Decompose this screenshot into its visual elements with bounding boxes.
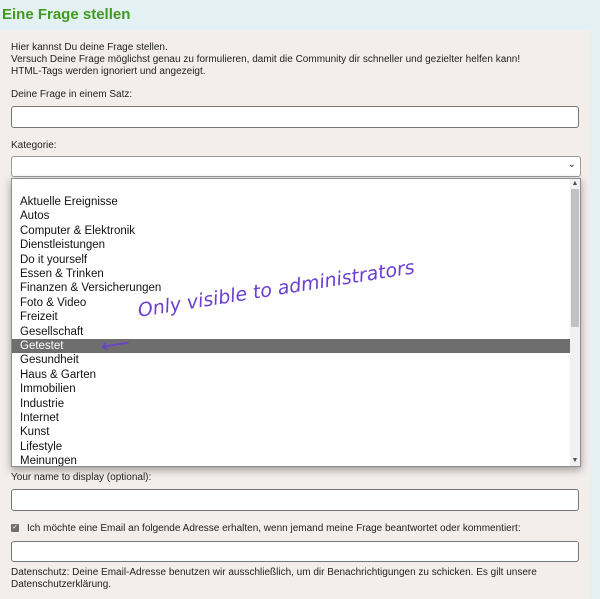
category-option[interactable]: Finanzen & Versicherungen xyxy=(20,282,162,295)
question-input[interactable] xyxy=(11,106,579,128)
email-notify-label: Ich möchte eine Email an folgende Adresse erhalten, wenn jemand meine Frage beantwortet oder kommentiert: xyxy=(27,523,521,534)
category-label: Kategorie: xyxy=(11,140,57,151)
category-option[interactable]: Dienstleistungen xyxy=(20,239,106,252)
privacy-line-2: Datenschutzerklärung. xyxy=(11,579,112,590)
annotation-text: Only visible to administrators xyxy=(136,256,417,322)
category-select[interactable] xyxy=(11,156,581,177)
display-name-label: Your name to display (optional): xyxy=(11,472,152,483)
category-option[interactable]: Autos xyxy=(20,210,50,223)
display-name-input[interactable] xyxy=(11,489,579,511)
intro-text xyxy=(11,42,520,78)
privacy-line-1: Datenschutz: Deine Email-Adresse benutzen wir ausschließlich, um dir Benachrichtigungen zu schicken. Es gilt unsere xyxy=(11,567,537,578)
category-option[interactable]: Essen & Trinken xyxy=(20,268,104,280)
privacy-notice xyxy=(11,567,571,591)
email-notify-checkbox[interactable]: ✓ xyxy=(12,524,18,531)
category-option[interactable]: Gesundheit xyxy=(20,354,79,367)
category-option[interactable]: Gesellschaft xyxy=(20,325,84,338)
category-option[interactable]: Internet xyxy=(20,412,59,424)
category-option[interactable]: Kunst xyxy=(20,426,50,439)
category-option[interactable]: Aktuelle Ereignisse xyxy=(20,196,118,208)
category-option[interactable]: Computer & Elektronik xyxy=(20,224,136,237)
email-input[interactable] xyxy=(11,541,579,562)
category-option[interactable]: Industrie xyxy=(20,397,65,410)
category-option[interactable]: Foto & Video xyxy=(20,296,87,309)
category-dropdown-list[interactable] xyxy=(11,178,581,467)
page-title: Eine Frage stellen xyxy=(2,6,131,23)
category-option[interactable]: Lifestyle xyxy=(20,440,63,453)
category-option[interactable]: Meinungen xyxy=(20,455,77,467)
category-option[interactable]: Haus & Garten xyxy=(20,368,97,381)
intro-line-3: HTML-Tags werden ignoriert und angezeigt. xyxy=(11,66,206,77)
category-option[interactable]: Freizeit xyxy=(20,311,58,324)
question-label: Deine Frage in einem Satz: xyxy=(11,89,133,100)
scrollbar-thumb[interactable] xyxy=(571,189,579,327)
category-option[interactable]: Do it yourself xyxy=(20,253,88,266)
intro-line-1: Hier kannst Du deine Frage stellen. xyxy=(11,42,168,53)
intro-line-2: Versuch Deine Frage möglichst genau zu formulieren, damit die Community dir schneller und gezielter helfen kann! xyxy=(11,54,521,65)
category-option[interactable]: Immobilien xyxy=(20,383,76,396)
chevron-down-icon: ⌄ xyxy=(567,159,576,170)
dropdown-scrollbar[interactable] xyxy=(570,179,580,466)
annotation-arrow-icon: ⟵ xyxy=(99,331,132,359)
scroll-up-arrow-icon[interactable]: ▲ xyxy=(571,180,579,187)
scroll-down-arrow-icon[interactable]: ▼ xyxy=(571,457,579,464)
category-option-highlighted[interactable]: Getestet xyxy=(12,339,571,353)
